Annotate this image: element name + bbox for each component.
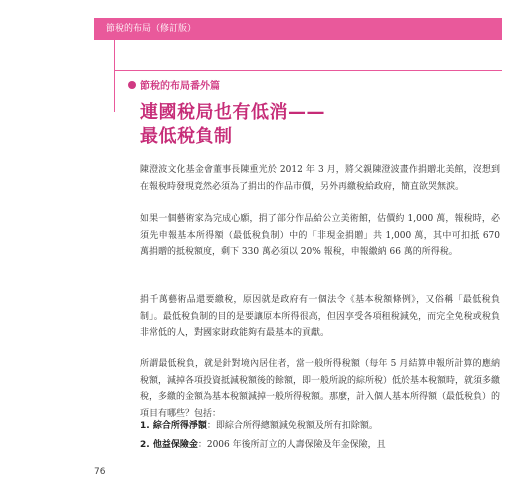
list-item-text: 即綜合所得總額減免稅額及所有扣除額。: [215, 421, 378, 431]
list-item-separator: ：: [197, 440, 207, 450]
series-label-text: 節稅的布局番外篇: [140, 81, 220, 92]
list-item: [140, 418, 500, 434]
paragraph-4: 所謂最低稅負，就是針對境內居住者，當一般所得稅額（每年 5 月結算申報所計算的應納稅額，減掉各項投資抵減稅額後的餘額，即一般所說的綜所稅）低於基本稅額時，就須多繳稅，多繳的金額為基本稅額減掉一般所得稅額。那麼，計入個人基本所得額（最低稅負）的項目有哪些？包括：: [140, 359, 501, 419]
list-item-text: 2006 年後所訂立的人壽保險及年金保險，且: [206, 440, 386, 450]
section-title-line-1: 連國稅局也有低消——: [140, 102, 325, 123]
left-accent-rule: [114, 40, 115, 112]
paragraph-2: 如果一個藝術家為完成心願，捐了部分作品給公立美術館，估價約 1,000 萬，報稅時，必須先申報基本所得額（最低稅負制）中的「非現金捐贈」共 1,000 萬，其中可扣抵 670 萬捐贈的抵稅額度，剩下 330 萬必須以 20% 報稅，申報繳納 66 萬的所得稅。: [140, 214, 500, 257]
paragraph-3: 捐千萬藝術品還要繳稅，原因就是政府有一個法令《基本稅額條例》，又俗稱「最低稅負制」。最低稅負制的目的是要讓原本所得很高，但因享受各項租稅減免，而完全免稅或稅負非常低的人，對國家財政能夠有最基本的貢獻。: [140, 295, 500, 338]
section-title-line-2: 最低稅負制: [140, 126, 233, 147]
top-accent-rule: [114, 70, 502, 71]
list-item-label: 2. 他益保險金: [140, 440, 198, 450]
list-item-separator: ：: [206, 421, 216, 431]
running-header: [94, 18, 502, 40]
page-number: 76: [94, 467, 106, 477]
list-item-label: 1. 綜合所得淨額: [140, 421, 207, 431]
book-title: 節稅的布局（修訂版）: [106, 24, 197, 34]
series-label: [128, 77, 220, 92]
bullet-dot-icon: [128, 81, 136, 89]
paragraph-1: 陳澄波文化基金會董事長陳重光於 2012 年 3 月，將父親陳澄波畫作捐贈北美館，沒想到在報稅時發現竟然必須為了捐出的作品市價，另外再繳稅給政府，簡直欲哭無淚。: [140, 165, 500, 192]
list-item: [140, 437, 500, 453]
